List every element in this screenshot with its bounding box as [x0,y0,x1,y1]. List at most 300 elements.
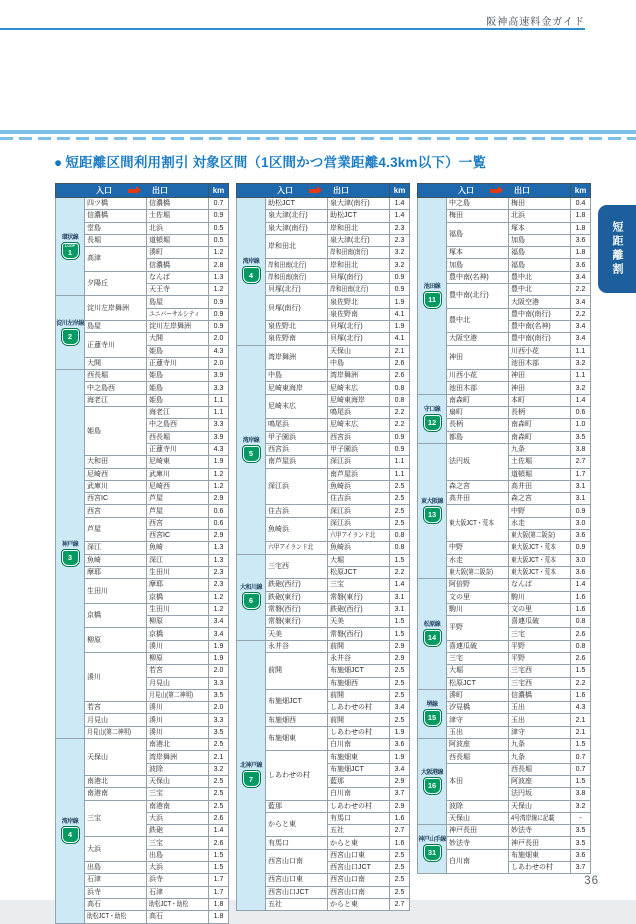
exit-cell: 妙法寺 [509,825,571,837]
entrance-cell: 堂島 [85,222,147,234]
route-badge-icon [424,630,441,646]
km-cell: 3.6 [571,530,591,542]
km-cell: 2.5 [390,517,410,529]
km-cell: 0.9 [209,308,229,320]
route-name: 神戸線 [61,542,79,549]
entrance-header-label: 入口 [96,186,112,195]
exit-cell: 湾岸舞洲 [147,751,209,763]
fare-table-3 [417,183,591,874]
entrance-cell: 貝塚(南行) [266,296,328,321]
route-badge-icon [424,292,441,308]
exit-cell: 南港北 [147,739,209,751]
exit-cell: 波除 [147,763,209,775]
exit-cell: 湊川 [147,726,209,738]
entrance-cell: 池田木部 [447,382,509,394]
exit-cell: 大浜 [147,862,209,874]
exit-cell: 泉佐野南 [328,308,390,320]
route-group-神戸山手線-31 [418,825,591,874]
entrance-cell: 東大阪(第二阪奈) [447,566,509,578]
entrance-cell: 高石 [85,898,147,910]
km-cell: 1.5 [209,849,229,861]
entrance-cell: 中島 [266,370,328,382]
route-badge-icon [424,778,441,794]
entrance-cell: 妙法寺 [447,837,509,849]
km-cell: 1.5 [571,665,591,677]
km-cell: 2.2 [390,419,410,431]
km-cell: 1.5 [571,775,591,787]
km-cell: 2.1 [571,726,591,738]
exit-cell: 本町 [509,394,571,406]
exit-cell: 岸和田北 [328,259,390,271]
km-cell: - [571,812,591,824]
km-cell: 3.5 [209,726,229,738]
exit-cell: 京橋 [147,628,209,640]
exit-cell: 中之島西 [147,419,209,431]
route-name: 淀川左岸線 [56,320,84,327]
exit-cell: 布施畑東 [328,751,390,763]
page-title [54,151,486,171]
route-label-cell [418,579,447,690]
exit-cell: 九条 [509,443,571,455]
exit-cell: しあわせの村 [328,726,390,738]
exit-cell: 天保山 [147,775,209,787]
exit-cell: 浜寺 [147,874,209,886]
km-cell: 1.4 [571,579,591,591]
km-cell: 3.9 [209,431,229,443]
exit-cell: 住吉浜 [328,493,390,505]
km-cell: 3.2 [209,763,229,775]
entrance-cell: 南芦屋浜 [266,456,328,468]
entrance-cell: 島屋 [85,320,147,332]
exit-cell: 平野 [509,640,571,652]
km-cell: 1.9 [209,456,229,468]
km-cell: 1.1 [571,345,591,357]
route-group-北神戸線-7 [237,640,410,911]
route-label-cell [56,296,85,370]
table-row [418,443,591,455]
km-cell: 1.7 [209,874,229,886]
exit-cell: 阿波座 [509,775,571,787]
km-cell: 2.6 [209,812,229,824]
km-cell: 1.9 [209,640,229,652]
entrance-cell: 布施畑東 [266,726,328,751]
km-cell: 3.5 [571,825,591,837]
km-cell: 2.6 [571,628,591,640]
exit-cell: 水走 [509,517,571,529]
exit-cell: 北浜 [147,222,209,234]
exit-cell: 川西小花 [509,345,571,357]
km-cell: 2.5 [209,739,229,751]
km-cell: 1.8 [571,222,591,234]
entrance-cell: 本田 [447,763,509,800]
divider-dashed-line [0,137,636,140]
km-header-label: km [390,184,410,198]
route-name: 大和川線 [240,585,263,592]
km-cell: 3.4 [390,702,410,714]
exit-cell: 豊中南(名神) [509,320,571,332]
exit-cell: しあわせの村 [328,800,390,812]
route-group-湾岸線-4 [56,739,229,923]
km-cell: 1.9 [390,751,410,763]
exit-cell: 南森町 [509,419,571,431]
route-group-淀川左岸線-2 [56,296,229,370]
exit-cell: 姫島 [147,370,209,382]
km-cell: 1.4 [571,394,591,406]
km-cell: 3.9 [209,370,229,382]
route-badge-number: 11 [428,295,436,305]
entrance-cell: 西宮山口JCT [266,886,328,898]
exit-cell: 土佐堀 [147,210,209,222]
exit-cell: 前開 [328,689,390,701]
km-cell: 3.3 [209,419,229,431]
km-cell: 2.8 [209,259,229,271]
km-cell: 3.1 [571,493,591,505]
entrance-cell: 月見山(第二神明) [85,726,147,738]
km-cell: 3.5 [209,689,229,701]
entrance-cell: 大和田 [85,456,147,468]
page-number: 36 [584,875,599,887]
route-group-守口線-12 [418,394,591,443]
entrance-cell: 鉄砲(東行) [266,591,328,603]
km-cell: 2.5 [390,886,410,898]
exit-cell: 道頓堀 [509,468,571,480]
exit-cell: からと東 [328,837,390,849]
km-cell: 2.2 [390,566,410,578]
exit-cell: 文の里 [509,603,571,615]
entrance-cell: 神戸長田 [447,825,509,837]
page-title-text: 短距離区間利用割引 対象区間（1区間かつ営業距離4.3km以下）一覧 [65,155,487,170]
exit-cell: 姫島 [147,345,209,357]
entrance-cell: 湊町 [447,689,509,701]
entrance-cell: 泉大津(南行) [266,222,328,234]
km-cell: 2.0 [209,702,229,714]
entrance-cell: 武庫川 [85,480,147,492]
exit-cell: 五社 [328,825,390,837]
km-cell: 3.4 [571,333,591,345]
route-label-cell [237,198,266,346]
exit-cell: 泉佐野北 [328,296,390,308]
km-cell: 0.5 [209,234,229,246]
entrance-cell: 貝塚(北行) [266,284,328,296]
exit-cell: 甲子園浜 [328,443,390,455]
exit-cell: 三宝 [328,579,390,591]
km-cell: 2.6 [390,370,410,382]
entrance-cell: 布施畑西 [266,714,328,726]
route-group-大阪港線-16 [418,739,591,825]
exit-cell: からと東 [328,898,390,910]
entrance-cell: 信濃橋 [85,210,147,222]
entrance-cell: 西長堀 [85,370,147,382]
entrance-cell: 都島 [447,431,509,443]
exit-cell: 海老江 [147,407,209,419]
table-row [56,739,229,751]
exit-cell: 芦屋 [147,493,209,505]
route-badge-number: 13 [427,510,437,520]
km-cell: 2.3 [209,566,229,578]
km-cell: 2.9 [390,800,410,812]
entrance-cell: 阿波座 [447,739,509,751]
exit-cell: 出島 [147,849,209,861]
entrance-cell: 京橋 [85,603,147,628]
km-cell: 1.3 [209,271,229,283]
exit-cell: 玉出 [509,702,571,714]
exit-cell: 池田木部 [509,357,571,369]
exit-header-label: 出口 [152,186,168,195]
route-group-環状線-1 [56,198,229,296]
km-cell: 3.1 [571,480,591,492]
exit-cell: 加島 [509,234,571,246]
entrance-cell: 六甲アイランド北 [266,542,328,554]
exit-cell: 湊川 [147,702,209,714]
entrance-cell: 柳原 [85,628,147,653]
km-cell: 1.1 [390,456,410,468]
exit-cell: 武庫川 [147,468,209,480]
km-cell: 2.5 [209,800,229,812]
entrance-cell: 梅田 [447,210,509,222]
exit-cell: 平野 [509,652,571,664]
entrance-cell: 岸和田北 [266,234,328,259]
km-cell: 1.7 [571,468,591,480]
entrance-cell: 文の里 [447,591,509,603]
right-arrow-icon [128,189,136,193]
exit-cell: 大開 [147,333,209,345]
route-badge-note: LOOP [65,244,75,249]
exit-cell: 梅田 [509,198,571,210]
entrance-cell: 高井田 [447,493,509,505]
km-cell: 2.0 [209,357,229,369]
exit-cell: 深江浜 [328,517,390,529]
route-badge-icon [424,415,441,431]
exit-cell: 六甲アイランド北 [328,530,390,542]
km-header-label: km [571,184,591,198]
route-badge-number: 3 [67,553,73,563]
exit-cell: 藍那 [328,775,390,787]
km-cell: 2.2 [571,677,591,689]
km-cell: 1.7 [209,886,229,898]
entrance-cell: 西宮浜 [266,443,328,455]
km-cell: 1.5 [390,616,410,628]
exit-cell: 信濃橋 [147,259,209,271]
km-cell: 0.6 [209,517,229,529]
exit-cell: 西長堀 [509,763,571,775]
exit-cell: 豊中北 [509,284,571,296]
km-cell: 2.5 [209,788,229,800]
entrance-cell: 平野 [447,616,509,641]
route-badge-number: 15 [427,713,437,723]
km-cell: 0.6 [571,407,591,419]
route-badge-number: 5 [248,448,254,458]
route-group-松原線-14 [418,579,591,690]
km-cell: 3.6 [571,566,591,578]
km-cell: 1.9 [390,320,410,332]
entrance-cell: 南港北 [85,775,147,787]
km-cell: 0.8 [390,542,410,554]
entrance-cell: 浜寺 [85,886,147,898]
exit-cell: 松原JCT [328,566,390,578]
entrance-cell: しあわせの村 [266,751,328,800]
km-cell: 2.5 [390,677,410,689]
km-cell: 2.2 [571,284,591,296]
km-cell: 3.2 [571,357,591,369]
header-entrance-exit [418,184,571,198]
entrance-cell: 神田 [447,345,509,370]
km-cell: 2.5 [390,849,410,861]
km-cell: 3.6 [571,234,591,246]
km-cell: 3.4 [209,628,229,640]
route-group-東大阪線-13 [418,443,591,578]
exit-cell: 生田川 [147,566,209,578]
exit-cell: 尼崎東 [147,456,209,468]
entrance-cell: 常磐(東行) [266,616,328,628]
exit-cell: 西宮山口JCT [328,862,390,874]
km-cell: 0.7 [209,198,229,210]
km-cell: 3.4 [390,763,410,775]
entrance-cell: 海老江 [85,394,147,406]
entrance-cell: 白川南 [447,849,509,874]
entrance-cell: 東大阪JCT・荒本 [447,505,509,542]
km-cell: 2.5 [209,775,229,787]
exit-cell: 北浜 [509,210,571,222]
route-label-cell [418,689,447,738]
km-cell: 3.2 [571,800,591,812]
exit-cell: 西宮山口南 [328,874,390,886]
km-cell: 0.9 [209,296,229,308]
exit-cell: 三宅西 [509,665,571,677]
exit-cell: 尼崎末広 [328,382,390,394]
exit-cell: 柳原 [147,652,209,664]
table-row [237,345,410,357]
route-group-堺線-15 [418,689,591,738]
km-cell: 0.9 [390,271,410,283]
km-cell: 3.4 [209,616,229,628]
exit-cell: 白川南 [328,739,390,751]
entrance-cell: 布施畑JCT [266,689,328,714]
entrance-cell: 尼崎西 [85,468,147,480]
route-name: 堺線 [426,701,438,708]
exit-cell: 鉄砲 [147,825,209,837]
km-cell: 1.6 [571,603,591,615]
exit-cell: 貝塚(南行) [328,271,390,283]
exit-cell: 泉大津(南行) [328,198,390,210]
km-cell: 1.8 [209,898,229,910]
exit-cell: 天王寺 [147,284,209,296]
entrance-cell: 前開 [266,652,328,689]
km-cell: 2.3 [390,222,410,234]
exit-cell: 三宅 [509,628,571,640]
entrance-cell: 岸和田南(北行) [266,259,328,271]
exit-cell: 南芦屋浜 [328,468,390,480]
entrance-cell: 天保山 [447,812,509,824]
route-group-神戸線-3 [56,370,229,739]
entrance-cell: 天美 [266,628,328,640]
km-cell: 0.8 [571,616,591,628]
exit-cell: 岸和田南(南行) [328,247,390,259]
entrance-cell: 月見山 [85,714,147,726]
entrance-cell: 姫島 [85,407,147,456]
exit-cell: 柳原 [147,616,209,628]
km-cell: 3.4 [571,320,591,332]
route-label-cell [418,394,447,443]
km-cell: 1.2 [209,468,229,480]
entrance-cell: 西宮 [85,505,147,517]
exit-cell: 助松JCT・助松 [147,898,209,910]
km-cell: 4.1 [390,333,410,345]
entrance-cell: 汐見橋 [447,702,509,714]
exit-cell: 西宮 [147,517,209,529]
entrance-cell: 泉佐野南 [266,333,328,345]
exit-cell: 塚本 [509,222,571,234]
km-cell: 0.8 [571,640,591,652]
km-cell: 1.9 [390,726,410,738]
exit-cell: 白川南 [328,788,390,800]
route-name: 池田線 [423,283,441,290]
km-cell: 2.7 [571,456,591,468]
km-cell: 3.4 [571,271,591,283]
km-cell: 2.5 [390,862,410,874]
exit-header-label: 出口 [514,186,531,195]
exit-cell: 中野 [509,505,571,517]
km-cell: 1.1 [209,407,229,419]
entrance-cell: 夕陽丘 [85,271,147,296]
km-cell: 0.9 [209,320,229,332]
km-cell: 0.6 [209,505,229,517]
exit-cell: 福島 [509,247,571,259]
route-badge-number: 1 [67,247,73,257]
table-row [56,370,229,382]
exit-cell: 芦屋 [147,505,209,517]
entrance-cell: 三宝 [85,800,147,837]
route-badge-number: 12 [427,418,437,428]
header-entrance-exit [237,184,390,198]
exit-cell: 道頓堀 [147,234,209,246]
km-cell: 1.4 [390,579,410,591]
km-cell: 2.1 [390,345,410,357]
km-cell: 1.4 [390,210,410,222]
exit-cell: 布施畑JCT [328,763,390,775]
entrance-cell: 三宅西 [266,554,328,579]
km-cell: 3.6 [571,849,591,861]
exit-cell: 布施畑西 [328,677,390,689]
exit-cell: 島屋 [147,296,209,308]
guide-title: 阪神高速料金ガイド [486,17,585,28]
km-cell: 3.5 [571,837,591,849]
exit-cell: 九条 [509,751,571,763]
exit-cell: 森之宮 [509,493,571,505]
exit-cell: 信濃橋 [147,198,209,210]
table-row [418,394,591,406]
exit-cell: 西宮浜 [328,431,390,443]
exit-cell: 福島 [509,259,571,271]
km-cell: 1.2 [209,480,229,492]
entrance-cell: 三宅 [447,652,509,664]
km-cell: 0.8 [390,394,410,406]
km-cell: 0.9 [209,210,229,222]
exit-cell: 天美 [328,616,390,628]
route-badge-number: 16 [427,780,437,790]
exit-cell: 永井谷 [328,652,390,664]
route-name: 湾岸線 [242,437,260,444]
entrance-cell: 中之島西 [85,382,147,394]
entrance-cell: 魚崎浜 [266,517,328,542]
exit-cell: 魚崎 [147,542,209,554]
entrance-cell: 岸和田南(南行) [266,271,328,283]
exit-cell: 神田 [509,382,571,394]
route-badge-icon [243,593,260,609]
km-cell: 1.9 [390,296,410,308]
exit-cell: 高井田 [509,480,571,492]
exit-cell: 駒川 [509,591,571,603]
entrance-cell: 助松JCT・助松 [85,911,147,923]
